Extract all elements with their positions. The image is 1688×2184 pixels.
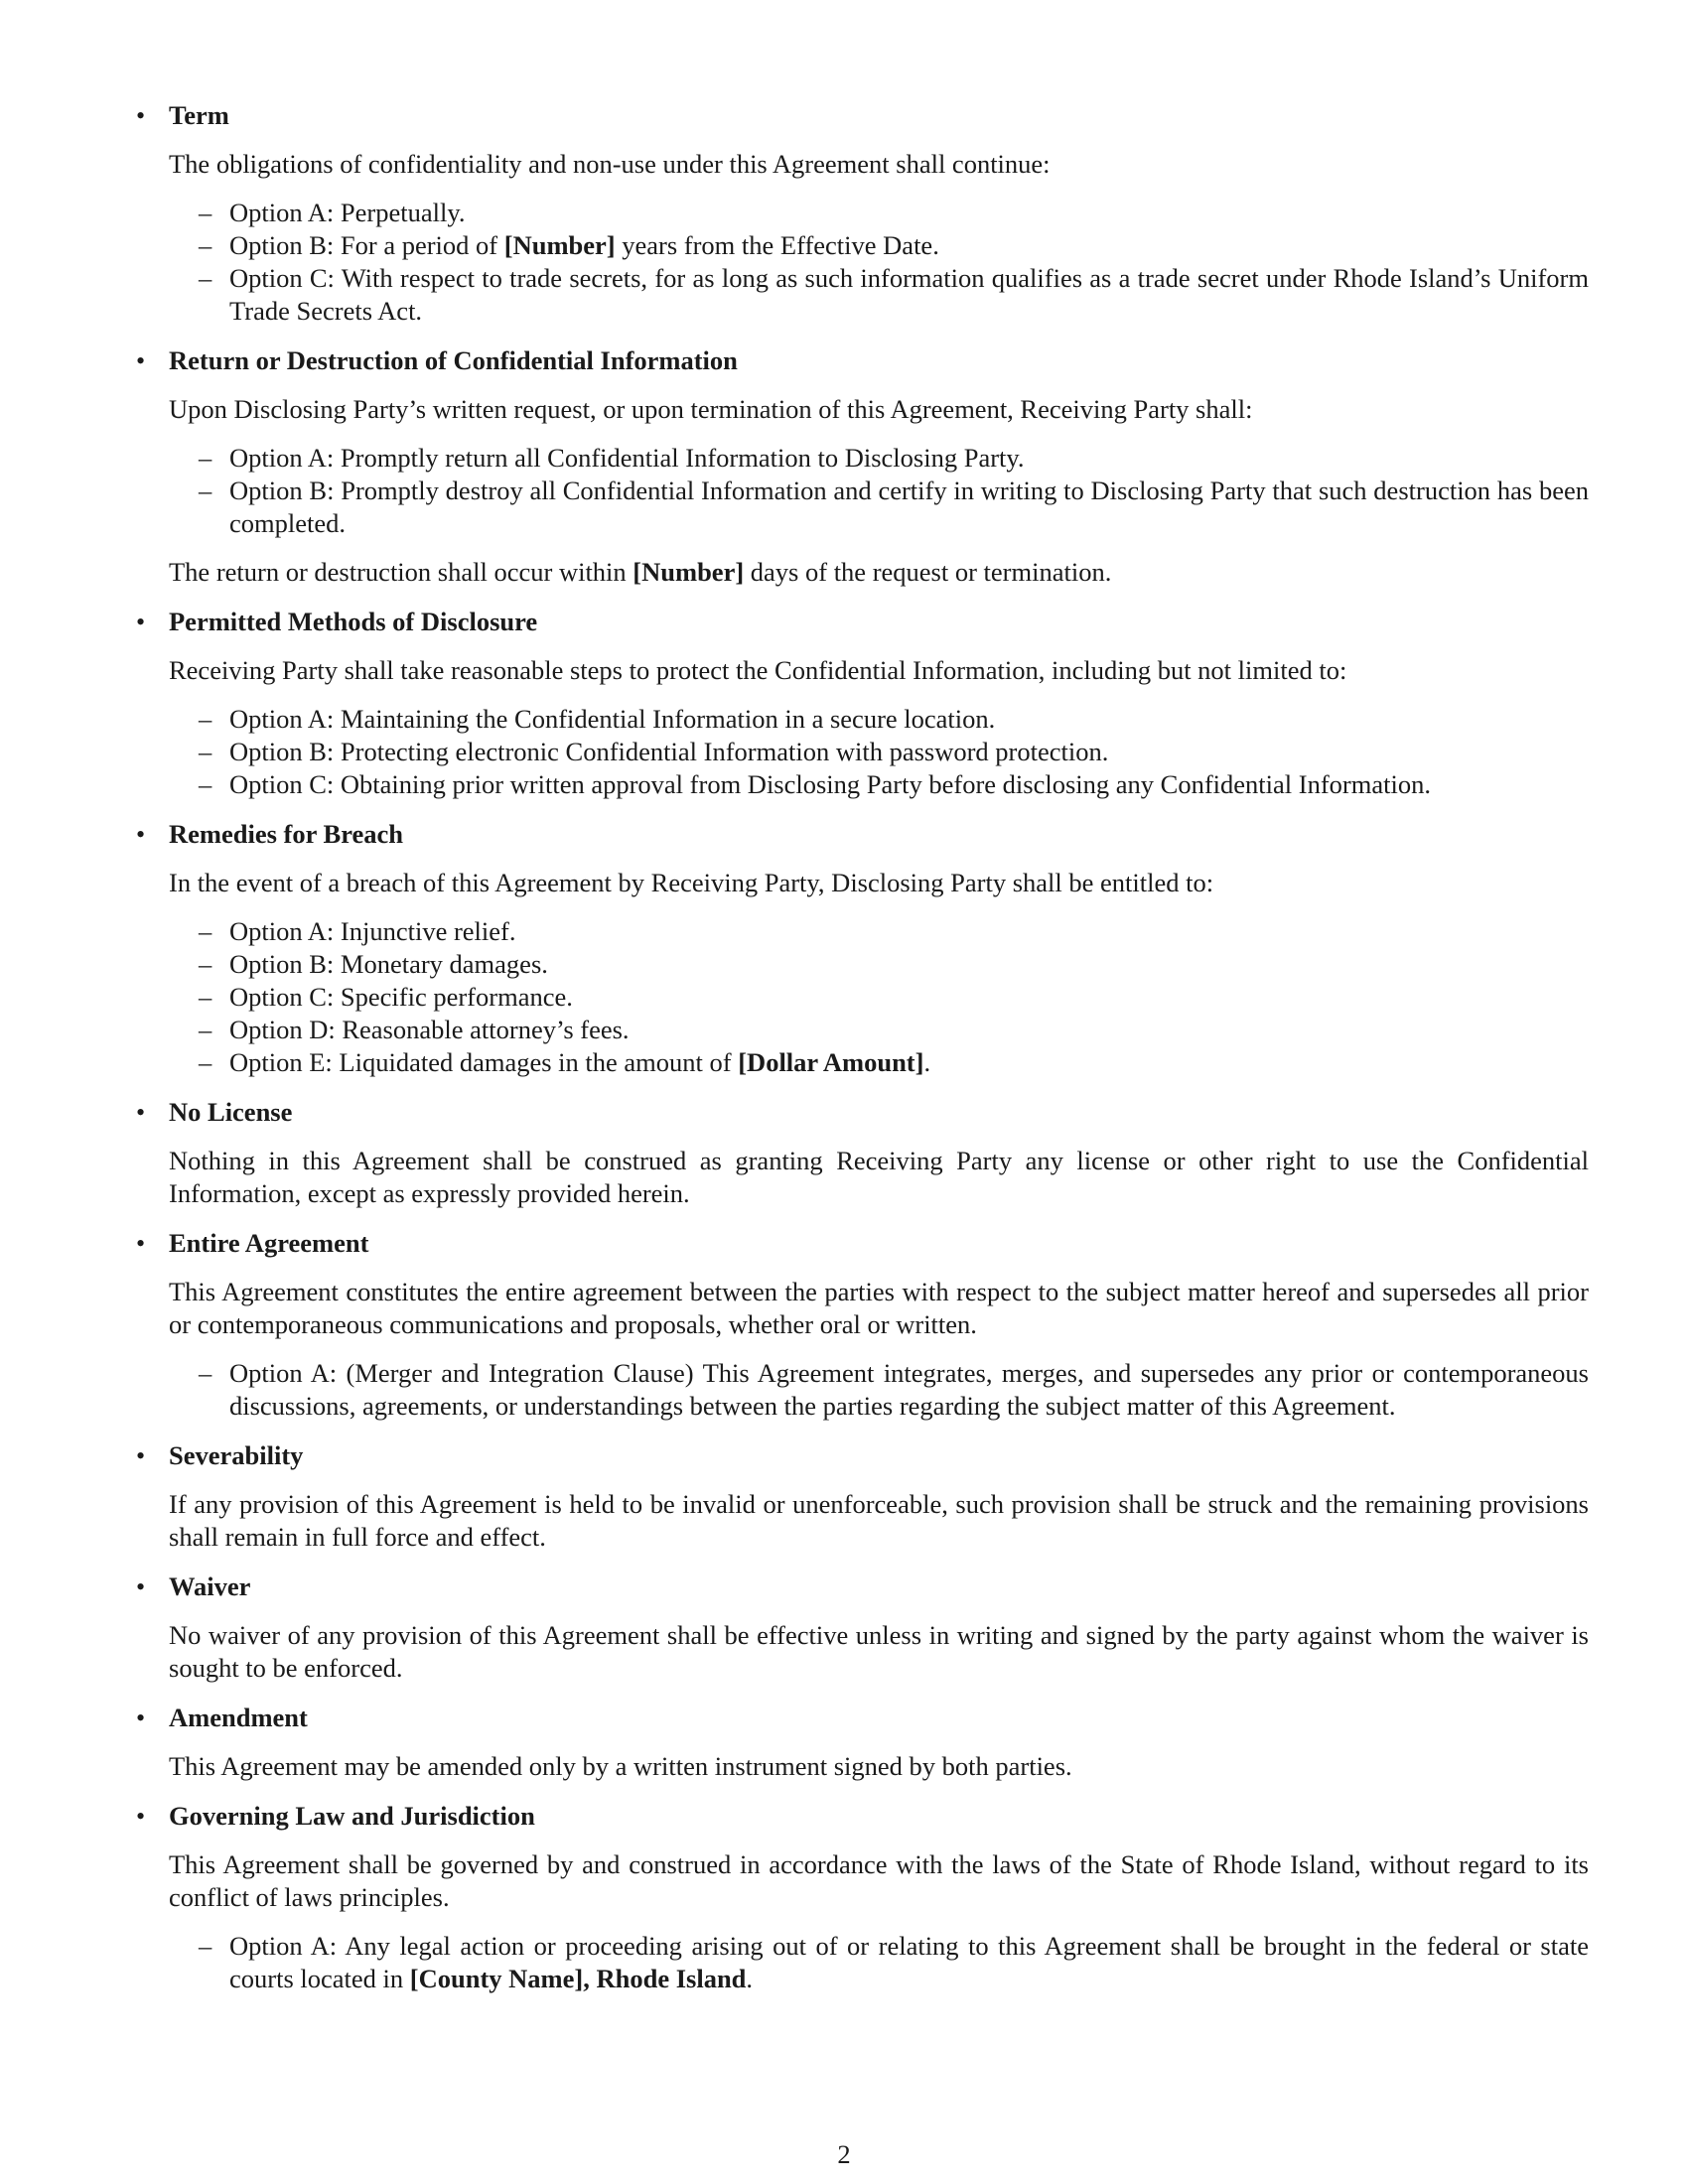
option-item: [169, 736, 1589, 768]
dash-icon: –: [199, 476, 212, 505]
bullet-icon: •: [136, 1098, 146, 1127]
closing-text: days of the request or termination.: [744, 557, 1112, 587]
option-list: [169, 1357, 1589, 1423]
option-text: Option B: Promptly destroy all Confidential Information and certify in writing to Disclosing Party that such destruction has been completed.: [229, 476, 1589, 538]
section-text: No waiver of any provision of this Agreement shall be effective unless in writing and signed by the party against whom the waiver is sought to be enforced.: [169, 1620, 1589, 1683]
option-item: [169, 229, 1589, 262]
option-text: Option E: Liquidated damages in the amount of: [229, 1047, 739, 1077]
bullet-icon: •: [136, 1572, 146, 1601]
dash-icon: –: [199, 230, 212, 260]
dash-icon: –: [199, 443, 212, 473]
option-item: [169, 475, 1589, 540]
option-list: [169, 1930, 1589, 1995]
section-governing-law: [129, 1800, 1589, 1995]
option-item: [169, 197, 1589, 229]
option-item: [169, 1046, 1589, 1079]
option-item: [169, 1930, 1589, 1995]
dash-icon: –: [199, 982, 212, 1012]
option-item: [169, 948, 1589, 981]
dash-icon: –: [199, 949, 212, 979]
section-term: [129, 99, 1589, 328]
section-waiver: [129, 1570, 1589, 1685]
section-heading: Amendment: [169, 1703, 308, 1732]
bullet-icon: •: [136, 101, 146, 130]
bullet-icon: •: [136, 346, 146, 375]
option-text: Option A: Perpetually.: [229, 198, 466, 227]
bullet-icon: •: [136, 1229, 146, 1258]
option-text: Option C: Obtaining prior written approval from Disclosing Party before disclosing any Confidential Information.: [229, 769, 1431, 799]
section-heading: Term: [169, 100, 229, 130]
section-text: This Agreement shall be governed by and construed in accordance with the laws of the State of Rhode Island, without regard to its conflict of laws principles.: [169, 1849, 1589, 1912]
section-intro: Receiving Party shall take reasonable steps to protect the Confidential Information, including but not limited to:: [169, 655, 1347, 685]
dash-icon: –: [199, 1015, 212, 1044]
option-item: [169, 703, 1589, 736]
option-text: Option A: Injunctive relief.: [229, 916, 516, 946]
option-text: .: [923, 1047, 931, 1077]
section-text: This Agreement may be amended only by a written instrument signed by both parties.: [169, 1751, 1072, 1781]
option-text: Option A: Maintaining the Confidential Information in a secure location.: [229, 704, 996, 734]
section-no-license: [129, 1096, 1589, 1210]
dash-icon: –: [199, 1358, 212, 1388]
option-list: [169, 915, 1589, 1079]
section-intro: The obligations of confidentiality and non-use under this Agreement shall continue:: [169, 149, 1051, 179]
dash-icon: –: [199, 737, 212, 766]
option-text: Option B: Protecting electronic Confidential Information with password protection.: [229, 737, 1109, 766]
section-heading: Return or Destruction of Confidential Information: [169, 345, 738, 375]
bullet-icon: •: [136, 1704, 146, 1732]
dash-icon: –: [199, 1047, 212, 1077]
section-return-destruction: [129, 344, 1589, 589]
dash-icon: –: [199, 263, 212, 293]
bullet-icon: •: [136, 608, 146, 636]
section-text: If any provision of this Agreement is held to be invalid or unenforceable, such provision shall be struck and the remaining provisions shall remain in full force and effect.: [169, 1489, 1589, 1552]
section-heading: Permitted Methods of Disclosure: [169, 607, 538, 636]
option-text: years from the Effective Date.: [615, 230, 939, 260]
page-number: 2: [837, 2139, 851, 2169]
section-heading: No License: [169, 1097, 293, 1127]
option-text: Option A: (Merger and Integration Clause) This Agreement integrates, merges, and supersedes any prior or contemporaneous discussions, agreements, or understandings between the parties regarding the subject matter of this Agreement.: [229, 1358, 1589, 1421]
section-intro: In the event of a breach of this Agreement by Receiving Party, Disclosing Party shall be entitled to:: [169, 868, 1214, 897]
section-entire-agreement: [129, 1227, 1589, 1423]
placeholder-county-name: [County Name], Rhode Island: [409, 1964, 747, 1993]
section-intro: Upon Disclosing Party’s written request, or upon termination of this Agreement, Receiving Party shall:: [169, 394, 1253, 424]
option-text: .: [746, 1964, 754, 1993]
dash-icon: –: [199, 198, 212, 227]
bullet-icon: •: [136, 1441, 146, 1470]
option-text: Option C: With respect to trade secrets, for as long as such information qualifies as a trade secret under Rhode Island’s Uniform Trade Secrets Act.: [229, 263, 1589, 326]
option-list: [169, 703, 1589, 801]
option-item: [169, 915, 1589, 948]
option-text: Option B: For a period of: [229, 230, 504, 260]
section-text: Nothing in this Agreement shall be construed as granting Receiving Party any license or other right to use the Confidential Information, except as expressly provided herein.: [169, 1146, 1589, 1208]
option-text: Option D: Reasonable attorney’s fees.: [229, 1015, 630, 1044]
dash-icon: –: [199, 769, 212, 799]
dash-icon: –: [199, 916, 212, 946]
option-item: [169, 768, 1589, 801]
option-item: [169, 981, 1589, 1014]
option-item: [169, 442, 1589, 475]
bullet-icon: •: [136, 1802, 146, 1831]
dash-icon: –: [199, 1931, 212, 1961]
option-text: Option A: Any legal action or proceeding arising out of or relating to this Agreement shall be brought in the federal or state courts located in: [229, 1931, 1589, 1993]
clause-list: [129, 99, 1589, 2012]
section-heading: Governing Law and Jurisdiction: [169, 1801, 535, 1831]
bullet-icon: •: [136, 820, 146, 849]
option-text: Option A: Promptly return all Confidential Information to Disclosing Party.: [229, 443, 1025, 473]
placeholder-dollar-amount: [Dollar Amount]: [738, 1047, 924, 1077]
option-item: [169, 262, 1589, 328]
section-remedies: [129, 818, 1589, 1079]
option-text: Option C: Specific performance.: [229, 982, 573, 1012]
section-permitted-methods: [129, 606, 1589, 801]
option-list: [169, 442, 1589, 540]
dash-icon: –: [199, 704, 212, 734]
section-closing: [169, 556, 1589, 589]
section-amendment: [129, 1702, 1589, 1783]
section-text: This Agreement constitutes the entire agreement between the parties with respect to the subject matter hereof and supersedes all prior or contemporaneous communications and proposals, whether oral or written.: [169, 1277, 1589, 1339]
option-item: [169, 1357, 1589, 1423]
section-severability: [129, 1439, 1589, 1554]
placeholder-number: [Number]: [503, 230, 616, 260]
section-heading: Severability: [169, 1440, 304, 1470]
option-list: [169, 197, 1589, 328]
option-item: [169, 1014, 1589, 1046]
section-heading: Remedies for Breach: [169, 819, 403, 849]
section-heading: Waiver: [169, 1571, 251, 1601]
option-text: Option B: Monetary damages.: [229, 949, 548, 979]
placeholder-number: [Number]: [633, 557, 745, 587]
section-heading: Entire Agreement: [169, 1228, 369, 1258]
closing-text: The return or destruction shall occur within: [169, 557, 633, 587]
